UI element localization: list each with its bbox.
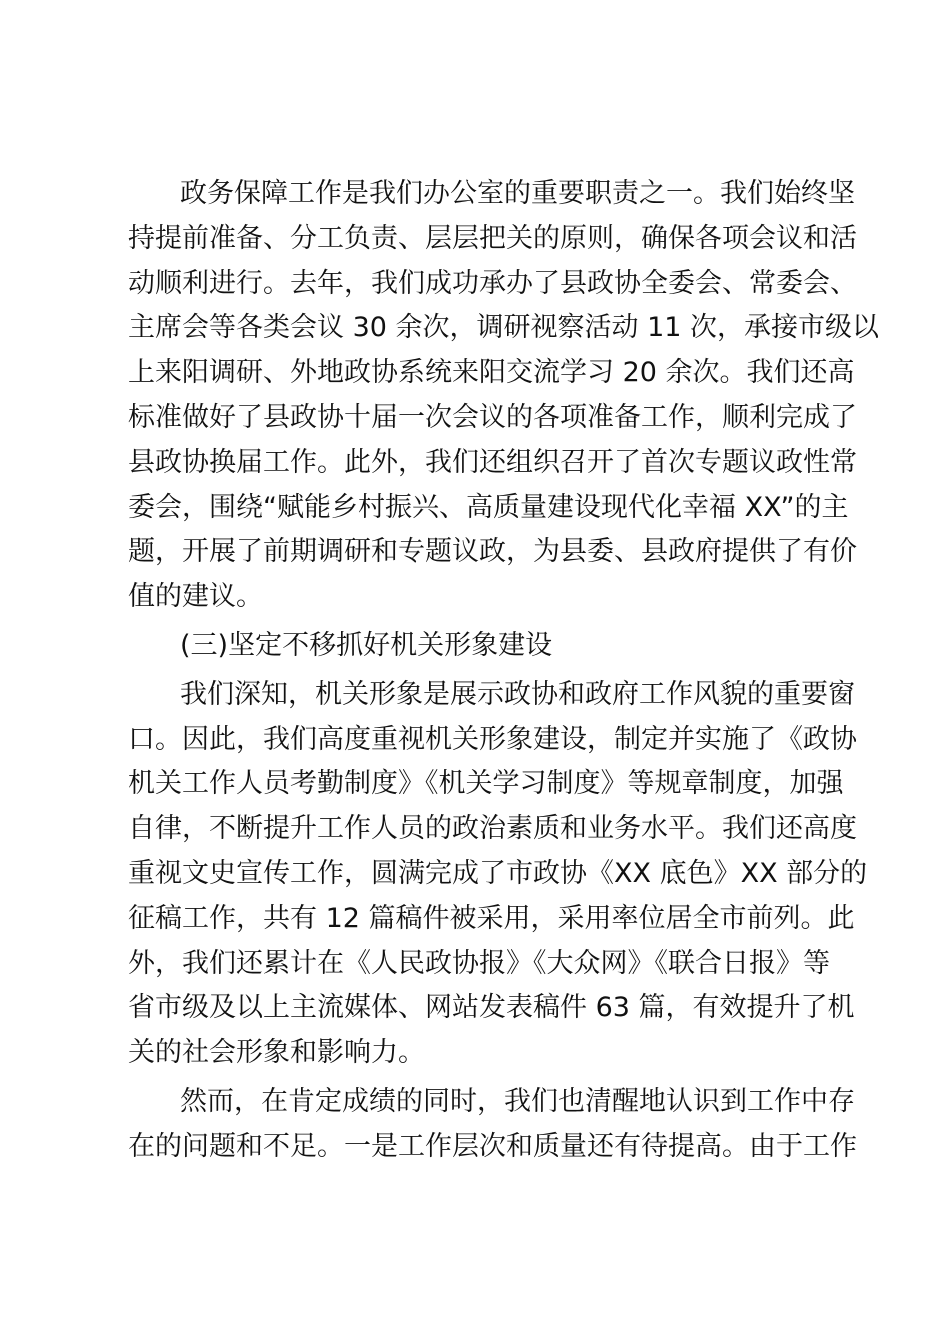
document-body — [128, 172, 880, 1170]
paragraph-line: 征稿工作，共有 12 篇稿件被采用，采用率位居全市前列。此 — [128, 902, 855, 934]
paragraph-line: 县政协换届工作。此外，我们还组织召开了首次专题议政性常 — [128, 446, 857, 478]
paragraph-line: 重视文史宣传工作，圆满完成了市政协《XX 底色》XX 部分的 — [128, 857, 868, 889]
paragraph-line: 自律，不断提升工作人员的政治素质和业务水平。我们还高度 — [128, 813, 857, 845]
paragraph-line: 题，开展了前期调研和专题议政，为县委、县政府提供了有价 — [128, 536, 857, 568]
paragraph-line: 持提前准备、分工负责、层层把关的原则，确保各项会议和活 — [128, 222, 857, 254]
section-heading: (三)坚定不移抓好机关形象建设 — [180, 629, 553, 661]
paragraph-line: 在的问题和不足。一是工作层次和质量还有待提高。由于工作 — [128, 1130, 857, 1162]
paragraph-line: 外，我们还累计在《人民政协报》《大众网》《联合日报》等 — [128, 947, 830, 979]
paragraph-political-service — [128, 172, 880, 620]
paragraph-line: 政务保障工作是我们办公室的重要职责之一。我们始终坚 — [180, 178, 855, 209]
paragraph-line: 动顺利进行。去年，我们成功承办了县政协全委会、常委会、 — [128, 267, 857, 299]
paragraph-line: 值的建议。 — [128, 581, 263, 613]
paragraph-organ-image — [128, 673, 868, 1076]
paragraph-line: 省市级及以上主流媒体、网站发表稿件 63 篇，有效提升了机 — [128, 992, 855, 1024]
paragraph-line: 口。因此，我们高度重视机关形象建设，制定并实施了《政协 — [128, 723, 857, 755]
paragraph-line: 关的社会形象和影响力。 — [128, 1037, 425, 1069]
paragraph-line: 我们深知，机关形象是展示政协和政府工作风貌的重要窗 — [180, 678, 855, 710]
paragraph-line: 主席会等各类会议 30 余次，调研视察活动 11 次，承接市级以 — [128, 312, 880, 344]
paragraph-shortcomings — [128, 1080, 857, 1170]
paragraph-line: 然而，在肯定成绩的同时，我们也清醒地认识到工作中存 — [180, 1085, 855, 1117]
paragraph-line: 上来阳调研、外地政协系统来阳交流学习 20 余次。我们还高 — [128, 357, 855, 389]
paragraph-line: 委会，围绕“赋能乡村振兴、高质量建设现代化幸福 XX”的主 — [128, 491, 849, 523]
paragraph-line: 标准做好了县政协十届一次会议的各项准备工作，顺利完成了 — [128, 401, 857, 433]
paragraph-line: 机关工作人员考勤制度》《机关学习制度》等规章制度，加强 — [128, 768, 844, 800]
